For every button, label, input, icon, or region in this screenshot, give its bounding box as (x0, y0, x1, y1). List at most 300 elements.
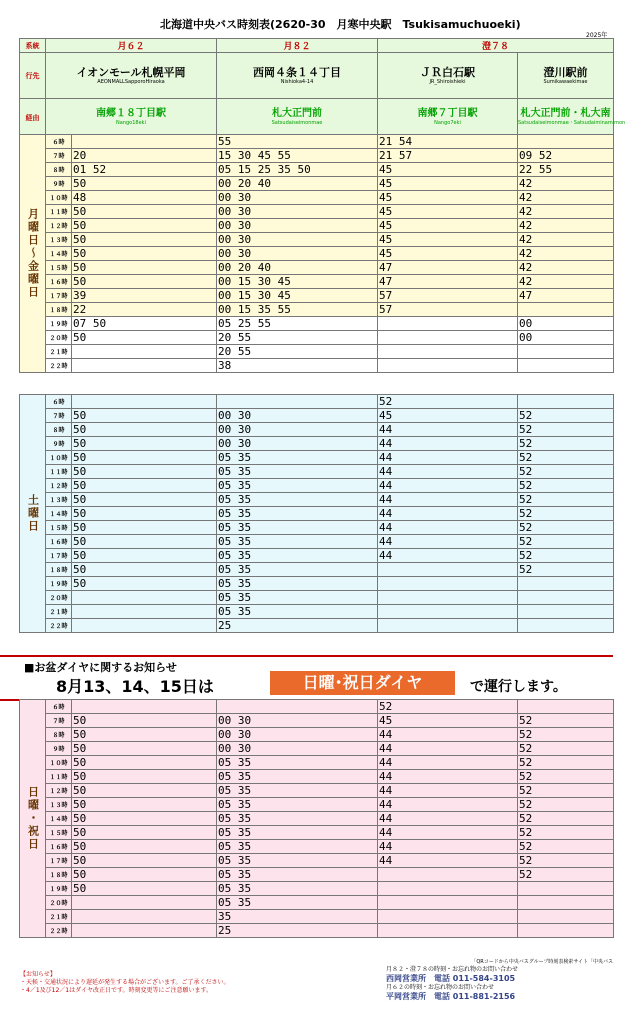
time-cell (72, 359, 217, 373)
hour-row (20, 910, 614, 924)
time-cell: 44 (378, 756, 518, 770)
time-cell: 20 (72, 149, 217, 163)
hour-label: １６時 (46, 535, 72, 549)
time-cell: 45 (378, 205, 518, 219)
weekday-timetable (19, 134, 614, 373)
time-cell (518, 577, 614, 591)
time-cell: 50 (72, 854, 217, 868)
time-cell: 42 (518, 205, 614, 219)
time-cell: 00 30 (217, 205, 378, 219)
time-cell: 50 (72, 233, 217, 247)
hour-row (20, 437, 614, 451)
time-cell: 47 (518, 289, 614, 303)
time-cell: 45 (378, 163, 518, 177)
hour-label: １５時 (46, 826, 72, 840)
time-cell: 52 (518, 423, 614, 437)
time-cell: 44 (378, 437, 518, 451)
time-cell (72, 605, 217, 619)
hour-label: １４時 (46, 247, 72, 261)
hour-row (20, 756, 614, 770)
time-cell (518, 345, 614, 359)
hour-label: ９時 (46, 437, 72, 451)
via-label: 経由 (20, 99, 46, 137)
contact-2-office: 平岡営業所 電話 011-881-2156 (386, 992, 516, 1001)
time-cell: 50 (72, 535, 217, 549)
time-cell: 00 30 (217, 219, 378, 233)
hour-row (20, 563, 614, 577)
time-cell: 42 (518, 233, 614, 247)
time-cell: 52 (518, 437, 614, 451)
hour-row (20, 163, 614, 177)
hour-row (20, 521, 614, 535)
hour-label: １７時 (46, 549, 72, 563)
time-cell (378, 896, 518, 910)
hour-row (20, 826, 614, 840)
hour-row (20, 275, 614, 289)
hour-row (20, 924, 614, 938)
time-cell: 50 (72, 742, 217, 756)
hour-label: １１時 (46, 465, 72, 479)
hour-label: １０時 (46, 451, 72, 465)
hour-row (20, 303, 614, 317)
time-cell: 00 (518, 317, 614, 331)
time-cell: 52 (518, 409, 614, 423)
time-cell: 00 30 (217, 714, 378, 728)
via-name: 南郷７丁目駅 (417, 108, 478, 119)
time-cell (378, 577, 518, 591)
hour-row (20, 619, 614, 633)
time-cell (518, 924, 614, 938)
time-cell: 50 (72, 784, 217, 798)
time-cell: 44 (378, 521, 518, 535)
time-cell: 52 (518, 465, 614, 479)
time-cell: 52 (518, 507, 614, 521)
time-cell: 00 30 (217, 742, 378, 756)
time-cell: 52 (518, 784, 614, 798)
hour-label: ６時 (46, 135, 72, 149)
time-cell: 50 (72, 826, 217, 840)
time-cell (518, 359, 614, 373)
hour-label: ２２時 (46, 359, 72, 373)
time-cell: 00 20 40 (217, 177, 378, 191)
hour-row (20, 577, 614, 591)
time-cell: 44 (378, 812, 518, 826)
footer-notes (20, 971, 360, 995)
hour-row (20, 261, 614, 275)
route-tsuki62: 月６２ (46, 39, 217, 53)
time-cell (217, 395, 378, 409)
hour-label: ６時 (46, 700, 72, 714)
time-cell (217, 700, 378, 714)
hour-row (20, 423, 614, 437)
time-cell (518, 591, 614, 605)
time-cell: 52 (518, 756, 614, 770)
time-cell: 05 35 (217, 896, 378, 910)
time-cell: 52 (518, 493, 614, 507)
time-cell: 50 (72, 451, 217, 465)
time-cell: 50 (72, 812, 217, 826)
time-cell: 44 (378, 465, 518, 479)
time-cell: 52 (518, 549, 614, 563)
time-cell: 00 30 (217, 423, 378, 437)
time-cell: 50 (72, 247, 217, 261)
time-cell: 52 (518, 728, 614, 742)
footer-notes-title: 【お知らせ】 (20, 971, 56, 978)
time-cell: 22 (72, 303, 217, 317)
hour-label: ２２時 (46, 924, 72, 938)
time-cell: 50 (72, 507, 217, 521)
day-type-text: 土曜日 (26, 494, 40, 533)
time-cell (72, 591, 217, 605)
time-cell: 00 20 40 (217, 261, 378, 275)
time-cell: 05 35 (217, 798, 378, 812)
hour-row (20, 854, 614, 868)
time-cell (378, 563, 518, 577)
time-cell: 50 (72, 798, 217, 812)
time-cell: 21 57 (378, 149, 518, 163)
hour-label: ２２時 (46, 619, 72, 633)
time-cell: 44 (378, 798, 518, 812)
time-cell: 05 35 (217, 826, 378, 840)
hour-row (20, 219, 614, 233)
time-cell: 50 (72, 756, 217, 770)
hour-label: ２０時 (46, 331, 72, 345)
time-cell: 05 35 (217, 591, 378, 605)
time-cell: 57 (378, 289, 518, 303)
year-label: 2025年 (586, 32, 608, 39)
obon-notice (0, 655, 613, 701)
hour-label: ９時 (46, 742, 72, 756)
time-cell: 52 (518, 854, 614, 868)
time-cell (378, 591, 518, 605)
time-cell (72, 135, 217, 149)
time-cell: 44 (378, 742, 518, 756)
time-cell: 00 15 30 45 (217, 275, 378, 289)
time-cell: 50 (72, 465, 217, 479)
time-cell: 45 (378, 247, 518, 261)
time-cell: 05 35 (217, 770, 378, 784)
time-cell (72, 910, 217, 924)
saturday-timetable (19, 394, 614, 633)
dest-name: 西岡４条１４丁目 (253, 65, 341, 79)
hour-row (20, 205, 614, 219)
hour-label: １３時 (46, 493, 72, 507)
time-cell: 05 35 (217, 465, 378, 479)
hour-row (20, 359, 614, 373)
time-cell: 45 (378, 219, 518, 233)
notice-end: で運行します。 (470, 679, 567, 695)
time-cell: 44 (378, 451, 518, 465)
hour-label: ７時 (46, 149, 72, 163)
time-cell: 44 (378, 770, 518, 784)
hour-row (20, 465, 614, 479)
hour-row (20, 191, 614, 205)
dest-name: ＪＲ白石駅 (420, 65, 475, 79)
time-cell (72, 395, 217, 409)
hour-row (20, 882, 614, 896)
hour-label: ２１時 (46, 605, 72, 619)
time-cell: 22 55 (518, 163, 614, 177)
time-cell: 05 35 (217, 577, 378, 591)
time-cell: 52 (518, 840, 614, 854)
time-cell: 50 (72, 493, 217, 507)
time-cell: 52 (518, 798, 614, 812)
contact-2-title: 月６２の時刻・お忘れ物のお問い合わせ (386, 984, 495, 991)
time-cell: 50 (72, 882, 217, 896)
dest-cell-1 (46, 53, 217, 99)
hour-label: ２０時 (46, 896, 72, 910)
time-cell: 50 (72, 331, 217, 345)
hour-label: １８時 (46, 303, 72, 317)
time-cell: 50 (72, 437, 217, 451)
hour-label: １０時 (46, 756, 72, 770)
hour-label: ２０時 (46, 591, 72, 605)
time-cell: 52 (518, 812, 614, 826)
qr-note: 「QRコードから中央バスグループ時刻表検索サイト「中央バス (471, 959, 613, 965)
time-cell: 50 (72, 549, 217, 563)
time-cell (378, 359, 518, 373)
dest-romaji: Nishioka4-14 (280, 78, 314, 85)
header-table (19, 38, 625, 137)
time-cell: 25 (217, 924, 378, 938)
time-cell: 44 (378, 423, 518, 437)
hour-row (20, 317, 614, 331)
time-cell: 38 (217, 359, 378, 373)
hour-row (20, 591, 614, 605)
hour-label: １１時 (46, 770, 72, 784)
time-cell (518, 896, 614, 910)
time-cell (518, 395, 614, 409)
time-cell: 05 35 (217, 854, 378, 868)
hour-row (20, 395, 614, 409)
time-cell: 00 15 30 45 (217, 289, 378, 303)
time-cell: 05 15 25 35 50 (217, 163, 378, 177)
time-cell: 52 (518, 714, 614, 728)
via-name: 札大正門前 (272, 108, 322, 119)
time-cell: 20 55 (217, 345, 378, 359)
hour-row (20, 896, 614, 910)
hour-label: １１時 (46, 205, 72, 219)
hour-row (20, 479, 614, 493)
hour-row (20, 135, 614, 149)
time-cell (378, 924, 518, 938)
time-cell (378, 910, 518, 924)
dest-name: 澄川駅前 (543, 65, 588, 79)
via-name: 南郷１８丁目駅 (96, 108, 166, 119)
time-cell: 47 (378, 275, 518, 289)
time-cell: 52 (518, 868, 614, 882)
time-cell (72, 700, 217, 714)
time-cell: 05 35 (217, 756, 378, 770)
hour-row (20, 409, 614, 423)
via-cell-2 (217, 99, 378, 137)
via-cell-4 (518, 99, 625, 137)
time-cell (378, 868, 518, 882)
dest-romaji: JR_Shiroishieki (429, 78, 466, 85)
time-cell: 50 (72, 409, 217, 423)
time-cell (378, 605, 518, 619)
hour-row (20, 714, 614, 728)
hour-row (20, 549, 614, 563)
time-cell: 01 52 (72, 163, 217, 177)
time-cell: 57 (378, 303, 518, 317)
time-cell: 00 30 (217, 233, 378, 247)
via-romaji: Nango7eki (434, 120, 461, 126)
notice-dates: 8月13、14、15日は (56, 677, 214, 696)
time-cell: 52 (378, 395, 518, 409)
dest-cell-3 (378, 53, 518, 99)
time-cell: 44 (378, 549, 518, 563)
hour-label: ９時 (46, 177, 72, 191)
time-cell: 42 (518, 177, 614, 191)
hour-row (20, 345, 614, 359)
time-cell: 50 (72, 868, 217, 882)
hour-row (20, 784, 614, 798)
hour-row (20, 149, 614, 163)
time-cell (518, 910, 614, 924)
hour-label: ２１時 (46, 910, 72, 924)
hour-row (20, 289, 614, 303)
footer-contacts (386, 959, 613, 1002)
hour-label: ８時 (46, 728, 72, 742)
time-cell: 52 (518, 563, 614, 577)
time-cell (378, 619, 518, 633)
time-cell: 00 30 (217, 409, 378, 423)
time-cell: 45 (378, 191, 518, 205)
time-cell: 05 35 (217, 479, 378, 493)
route-sumi78: 澄７８ (378, 39, 614, 53)
time-cell: 44 (378, 507, 518, 521)
time-cell: 50 (72, 177, 217, 191)
time-cell (72, 619, 217, 633)
time-cell: 00 30 (217, 437, 378, 451)
time-cell: 00 (518, 331, 614, 345)
time-cell: 45 (378, 409, 518, 423)
time-cell (378, 882, 518, 896)
hour-row (20, 177, 614, 191)
via-cell-3 (378, 99, 518, 137)
hour-row (20, 605, 614, 619)
hour-row (20, 798, 614, 812)
time-cell: 21 54 (378, 135, 518, 149)
time-cell: 42 (518, 275, 614, 289)
hour-label: １６時 (46, 840, 72, 854)
hour-label: １７時 (46, 289, 72, 303)
time-cell: 05 35 (217, 563, 378, 577)
hour-label: １９時 (46, 577, 72, 591)
footer-note-2: ・4／1及び12／1はダイヤ改正日です。時刻変更等にご注意願います。 (20, 987, 213, 994)
time-cell: 39 (72, 289, 217, 303)
time-cell (72, 924, 217, 938)
time-cell: 44 (378, 784, 518, 798)
time-cell: 52 (518, 479, 614, 493)
via-name: 札大正門前・札大南 (520, 108, 611, 119)
via-cell-1 (46, 99, 217, 137)
hour-label: ７時 (46, 409, 72, 423)
time-cell: 50 (72, 423, 217, 437)
time-cell: 52 (518, 521, 614, 535)
time-cell (72, 345, 217, 359)
time-cell: 44 (378, 854, 518, 868)
dest-cell-2 (217, 53, 378, 99)
time-cell (378, 331, 518, 345)
time-cell: 50 (72, 840, 217, 854)
time-cell: 50 (72, 770, 217, 784)
time-cell: 05 35 (217, 868, 378, 882)
time-cell (518, 135, 614, 149)
via-romaji: Satsudaiseimonmae・Satsudaiminamimon (518, 120, 625, 126)
sunday-timetable (19, 699, 614, 938)
hour-row (20, 840, 614, 854)
time-cell: 45 (378, 233, 518, 247)
time-cell: 05 35 (217, 605, 378, 619)
time-cell: 05 35 (217, 882, 378, 896)
time-cell: 47 (378, 261, 518, 275)
hour-row (20, 812, 614, 826)
time-cell (72, 896, 217, 910)
time-cell: 50 (72, 577, 217, 591)
contact-1-office: 西岡営業所 電話 011-584-3105 (386, 974, 516, 983)
time-cell: 44 (378, 493, 518, 507)
dest-label: 行先 (20, 53, 46, 99)
hour-label: １３時 (46, 233, 72, 247)
hour-row (20, 331, 614, 345)
hour-row (20, 868, 614, 882)
hour-label: ８時 (46, 423, 72, 437)
hour-label: １４時 (46, 507, 72, 521)
time-cell: 42 (518, 191, 614, 205)
time-cell (518, 700, 614, 714)
time-cell: 50 (72, 563, 217, 577)
time-cell: 52 (518, 451, 614, 465)
time-cell (378, 317, 518, 331)
time-cell (378, 345, 518, 359)
time-cell: 09 52 (518, 149, 614, 163)
time-cell: 50 (72, 219, 217, 233)
day-type-label (20, 135, 46, 373)
time-cell: 00 15 35 55 (217, 303, 378, 317)
via-romaji: Nango18eki (116, 120, 146, 126)
hour-label: １２時 (46, 219, 72, 233)
dest-romaji: Sumikawaekimae (543, 78, 588, 85)
hour-label: １０時 (46, 191, 72, 205)
hour-row (20, 233, 614, 247)
time-cell: 44 (378, 728, 518, 742)
day-type-text: 日曜・祝日 (26, 786, 40, 851)
hour-label: １２時 (46, 784, 72, 798)
route-tsuki82: 月８２ (217, 39, 378, 53)
hour-label: １５時 (46, 261, 72, 275)
hour-label: １９時 (46, 317, 72, 331)
time-cell: 42 (518, 261, 614, 275)
time-cell: 55 (217, 135, 378, 149)
hour-label: １７時 (46, 854, 72, 868)
dest-romaji: AEONMALLSapporoHiraoka (97, 78, 165, 85)
time-cell: 05 35 (217, 493, 378, 507)
hour-label: ６時 (46, 395, 72, 409)
time-cell (518, 619, 614, 633)
hour-row (20, 700, 614, 714)
footer-note-1: ・天候・交通状況により遅延が発生する場合がございます。ご了承ください。 (20, 979, 230, 986)
time-cell: 05 35 (217, 840, 378, 854)
hour-row (20, 728, 614, 742)
time-cell: 05 35 (217, 812, 378, 826)
time-cell: 50 (72, 261, 217, 275)
time-cell: 52 (518, 535, 614, 549)
dest-cell-4 (518, 53, 614, 99)
time-cell: 07 50 (72, 317, 217, 331)
time-cell: 05 35 (217, 549, 378, 563)
